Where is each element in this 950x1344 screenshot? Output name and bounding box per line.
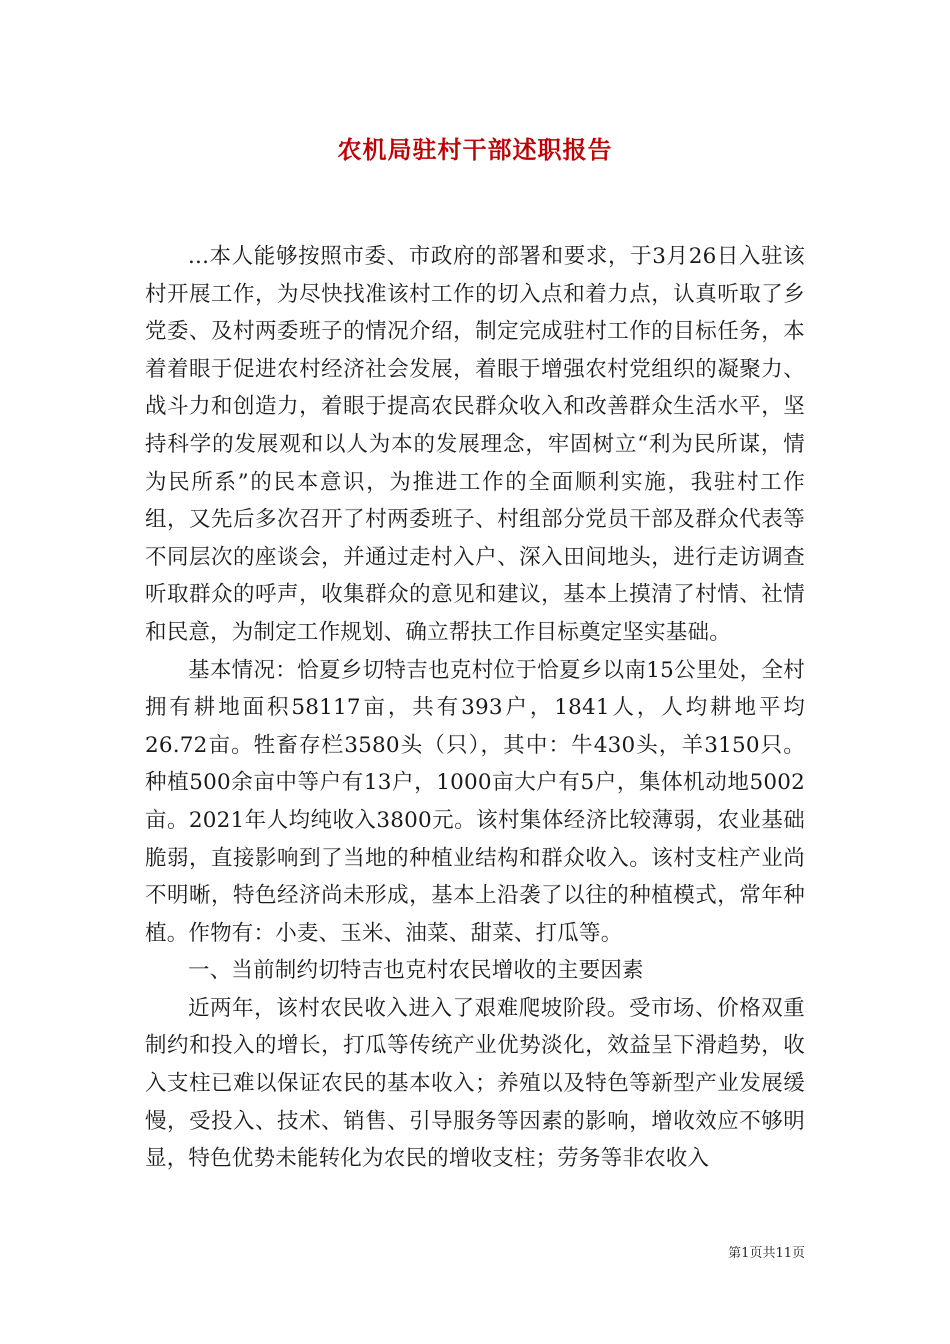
section-heading-1: 一、当前制约切特吉也克村农民增收的主要因素: [188, 958, 644, 984]
document-title: 农机局驻村干部述职报告: [337, 135, 613, 164]
page-number-footer: 第1页共11页: [728, 1246, 805, 1261]
paragraph-basic-situation: 基本情况：恰夏乡切特吉也克村位于恰夏乡以南15公里处，全村拥有耕地面积58117亩，共有393户，1841人，人均耕地平均26.72亩。牲畜存栏3580头（只），其中：牛430头，羊3150只。种植500余亩中等户有13户，1000亩大户有5户，集体机动地5002亩。2021年人均纯收入3800元。该村集体经济比较薄弱，农业基础脆弱，直接影响到了当地的种植业结构和群众收入。该村支柱产业尚不明晰，特色经济尚未形成，基本上沿袭了以往的种植模式，常年种植。作物有：小麦、玉米、油菜、甜菜、打瓜等。: [145, 657, 805, 946]
document-body: [145, 238, 805, 1178]
paragraph-income-factors: 近两年，该村农民收入进入了艰难爬坡阶段。受市场、价格双重制约和投入的增长，打瓜等传统产业优势淡化，效益呈下滑趋势，收入支柱已难以保证农民的基本收入；养殖以及特色等新型产业发展缓慢，受投入、技术、销售、引导服务等因素的影响，增收效应不够明显，特色优势未能转化为农民的增收支柱；劳务等非农收入: [145, 995, 805, 1172]
paragraph-intro: ...本人能够按照市委、市政府的部署和要求，于3月26日入驻该村开展工作，为尽快找准该村工作的切入点和着力点，认真听取了乡党委、及村两委班子的情况介绍，制定完成驻村工作的目标任务，本着着眼于促进农村经济社会发展，着眼于增强农村党组织的凝聚力、战斗力和创造力，着眼于提高农民群众收入和改善群众生活水平，坚持科学的发展观和以人为本的发展理念，牢固树立“利为民所谋，情为民所系”的民本意识，为推进工作的全面顺利实施，我驻村工作组，又先后多次召开了村两委班子、村组部分党员干部及群众代表等不同层次的座谈会，并通过走村入户、深入田间地头，进行走访调查听取群众的呼声，收集群众的意见和建议，基本上摸清了村情、社情和民意，为制定工作规划、确立帮扶工作目标奠定坚实基础。: [145, 244, 805, 645]
